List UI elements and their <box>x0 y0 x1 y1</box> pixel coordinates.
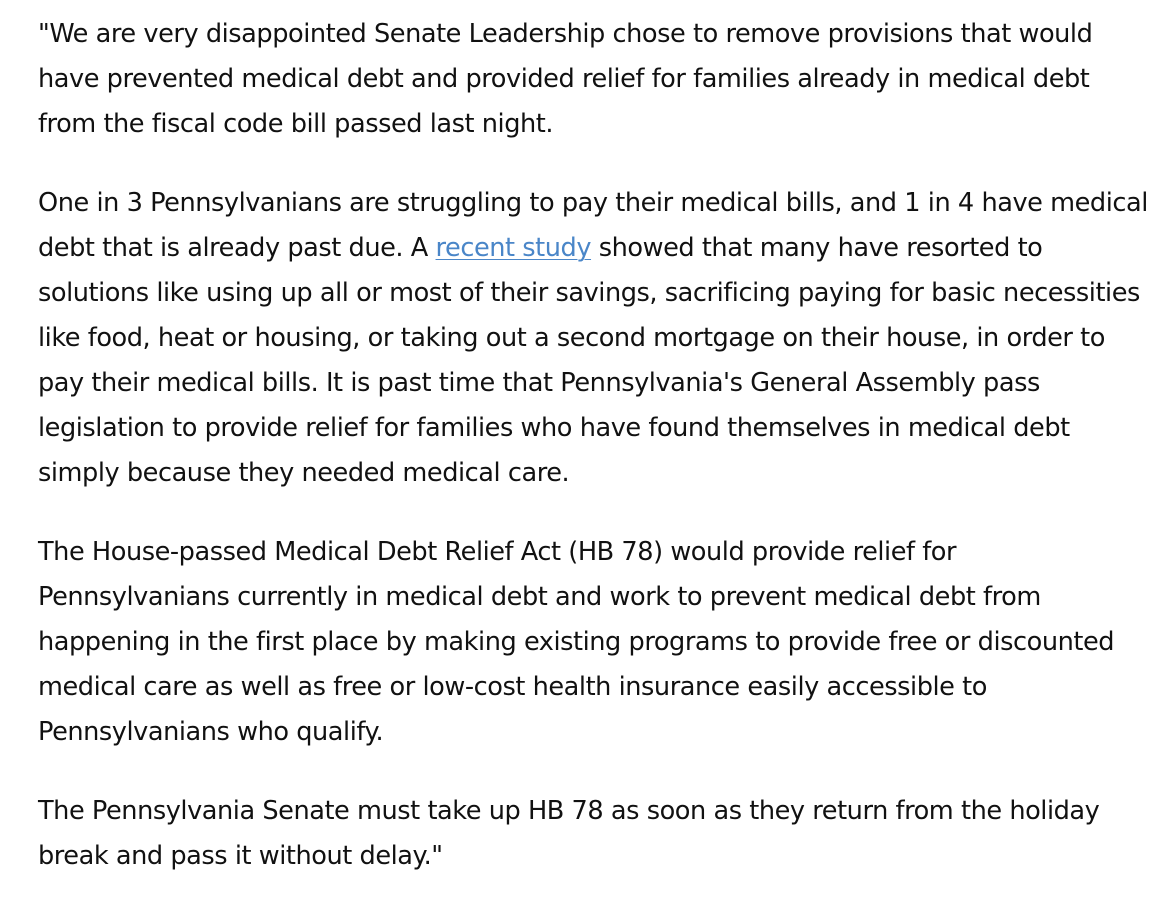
paragraph-2 <box>38 181 1148 496</box>
paragraph-2-rest: showed that many have resorted to solutions like using up all or most of their savings, sacrificing paying for basic necessities like food, heat or housing, or taking out a second mortgage on their house, in order to pay their medical bills. It is past time that Pennsylvania's General Assembly pass legislation to provide relief for families who have found themselves in medical debt simply because they needed medical care. <box>38 233 1140 488</box>
recent-study-link[interactable]: recent study <box>435 233 592 263</box>
paragraph-4: The Pennsylvania Senate must take up HB 78 as soon as they return from the holiday break and pass it without delay." <box>38 796 1100 871</box>
paragraph-1: "We are very disappointed Senate Leadership chose to remove provisions that would have prevented medical debt and provided relief for families already in medical debt from the fiscal code bill passed last night. <box>38 19 1093 139</box>
paragraph-3: The House-passed Medical Debt Relief Act (HB 78) would provide relief for Pennsylvanians currently in medical debt and work to prevent medical debt from happening in the first place by making existing programs to provide free or discounted medical care as well as free or low-cost health insurance easily accessible to Pennsylvanians who qualify. <box>38 537 1115 747</box>
paragraph-2-intro: One in 3 Pennsylvanians are struggling to pay their medical bills, and 1 in 4 have medical debt that is already past due. A <box>38 188 1148 263</box>
statement-body <box>38 12 1148 913</box>
